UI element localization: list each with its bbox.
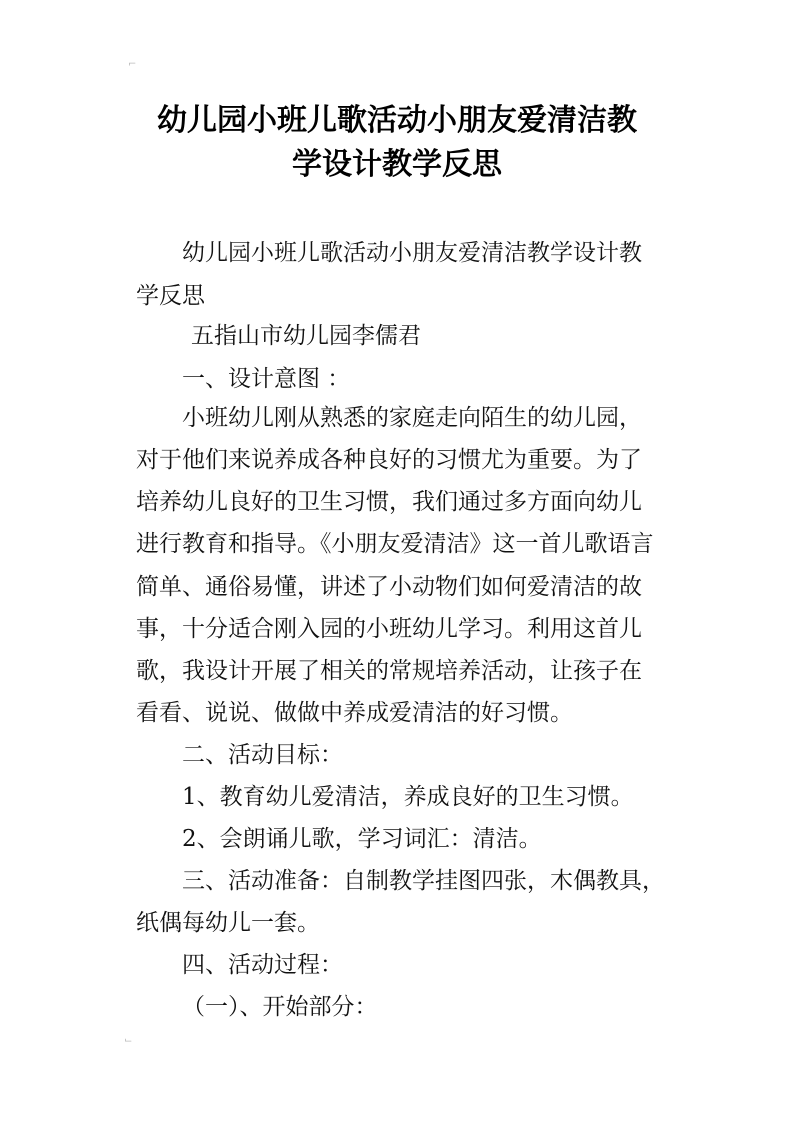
section-heading-design-intent: 一、设计意图 ： <box>182 366 351 392</box>
body-line-2: 学反思 <box>136 283 205 309</box>
body-line-8: 进行教育和指导。《小朋友爱清洁》这一首儿歌语言 <box>136 531 654 557</box>
goal-item-2: 2、会朗诵儿歌，学习词汇：清洁。 <box>182 826 542 852</box>
body-line-11: 歌，我设计开展了相关的常规培养活动，让孩子在 <box>136 658 642 684</box>
bottom-left-corner-mark: ⌙ <box>124 1035 133 1046</box>
body-line-6: 对于他们来说养成各种良好的习惯尤为重要。为了 <box>136 447 642 473</box>
section-heading-process: 四、活动过程： <box>182 952 343 978</box>
section-heading-preparation: 三、活动准备：自制教学挂图四张，木偶教具， <box>182 868 665 894</box>
body-line-17: 纸偶每幼儿一套。 <box>136 910 320 936</box>
document-title-line-1: 幼儿园小班儿歌活动小朋友爱清洁教 <box>157 103 637 138</box>
document-title-line-2: 学设计教学反思 <box>292 147 502 182</box>
goal-item-1: 1、教育幼儿爱清洁，养成良好的卫生习惯。 <box>182 784 634 810</box>
body-line-10: 事，十分适合刚入园的小班幼儿学习。利用这首儿 <box>136 616 642 642</box>
body-line-7: 培养幼儿良好的卫生习惯，我们通过多方面向幼儿 <box>136 489 642 515</box>
body-line-12: 看看、说说、做做中养成爱清洁的好习惯。 <box>136 700 573 726</box>
top-left-corner-mark: ⌐ <box>128 59 137 70</box>
subsection-heading-opening: （一）、开始部分： <box>182 994 378 1020</box>
body-line-5: 小班幼儿刚从熟悉的家庭走向陌生的幼儿园， <box>182 405 642 431</box>
section-heading-goals: 二、活动目标： <box>182 742 343 768</box>
body-line-9: 简单、通俗易懂，讲述了小动物们如何爱清洁的故 <box>136 574 642 600</box>
body-line-1: 幼儿园小班儿歌活动小朋友爱清洁教学设计教 <box>182 240 642 266</box>
author-line: 五指山市幼儿园李儒君 <box>191 323 421 349</box>
